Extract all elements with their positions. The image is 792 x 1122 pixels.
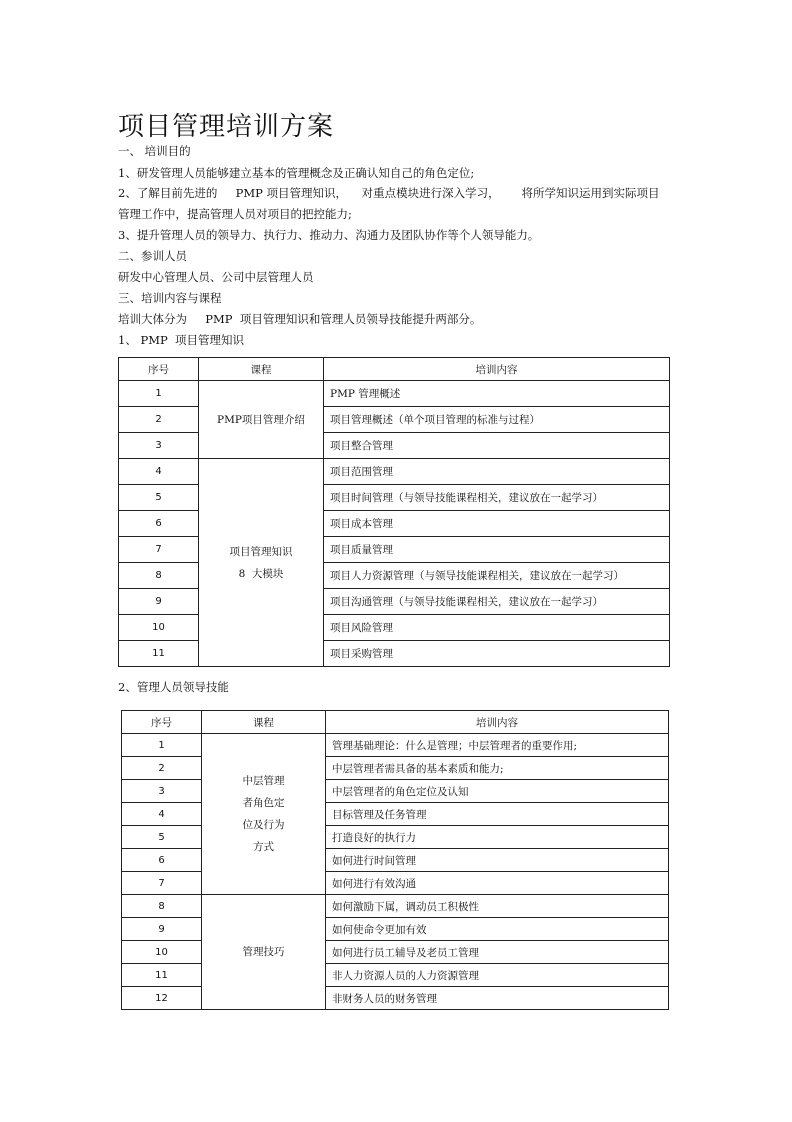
row-content: 管理基础理论：什么是管理；中层管理者的重要作用; (326, 734, 669, 757)
course-management-skills: 管理技巧 (202, 895, 326, 1010)
row-number: 1 (122, 734, 202, 757)
header-course: 课程 (199, 358, 324, 381)
purpose-item-3: 3、提升管理人员的领导力、执行力、推动力、沟通力及团队协作等个人领导能力。 (118, 228, 540, 242)
header-no: 序号 (122, 711, 202, 734)
row-content: 非财务人员的财务管理 (326, 987, 669, 1010)
row-number: 3 (122, 780, 202, 803)
row-number: 9 (122, 918, 202, 941)
row-number: 8 (122, 895, 202, 918)
course-line: 位及行为 (242, 819, 285, 831)
row-content: 项目管理概述（单个项目管理的标准与过程） (324, 407, 670, 433)
table-row (122, 734, 669, 757)
row-number: 6 (122, 849, 202, 872)
heading-pmp-knowledge: 1、 PMP 项目管理知识 (118, 333, 245, 347)
course-pmp-intro: PMP项目管理介绍 (199, 381, 324, 459)
table-header-row (122, 711, 669, 734)
row-content: 项目沟通管理（与领导技能课程相关，建议放在一起学习） (324, 589, 670, 615)
row-number: 4 (119, 459, 199, 485)
row-content: 项目整合管理 (324, 433, 670, 459)
row-number: 2 (122, 757, 202, 780)
header-content: 培训内容 (324, 358, 670, 381)
heading-participants: 二、参训人员 (118, 249, 187, 263)
row-number: 5 (122, 826, 202, 849)
row-number: 8 (119, 563, 199, 589)
row-content: 项目采购管理 (324, 641, 670, 667)
row-number: 12 (122, 987, 202, 1010)
row-content: 中层管理者需具备的基本素质和能力; (326, 757, 669, 780)
row-number: 10 (122, 941, 202, 964)
header-no: 序号 (119, 358, 199, 381)
row-content: PMP 管理概述 (324, 381, 670, 407)
row-content: 目标管理及任务管理 (326, 803, 669, 826)
leadership-course-table (121, 710, 669, 1010)
document-title: 项目管理培训方案 (118, 112, 335, 142)
heading-training-purpose: 一、 培训目的 (118, 144, 191, 158)
header-content: 培训内容 (326, 711, 669, 734)
row-number: 1 (119, 381, 199, 407)
course-middle-manager-role (202, 734, 326, 895)
table-row (119, 381, 670, 407)
row-content: 项目时间管理（与领导技能课程相关，建议放在一起学习） (324, 485, 670, 511)
course-line: 方式 (253, 841, 274, 853)
table-header-row (119, 358, 670, 381)
row-number: 7 (119, 537, 199, 563)
row-content: 项目质量管理 (324, 537, 670, 563)
row-number: 10 (119, 615, 199, 641)
row-number: 4 (122, 803, 202, 826)
heading-content-and-courses: 三、培训内容与课程 (118, 291, 222, 305)
purpose-item-1: 1、研发管理人员能够建立基本的管理概念及正确认知自己的角色定位; (118, 166, 475, 180)
row-number: 6 (119, 511, 199, 537)
course-line: 者角色定 (242, 797, 285, 809)
content-overview: 培训大体分为 PMP 项目管理知识和管理人员领导技能提升两部分。 (118, 312, 482, 326)
course-line: 项目管理知识 (229, 545, 293, 558)
row-content: 项目人力资源管理（与领导技能课程相关，建议放在一起学习） (324, 563, 670, 589)
row-content: 如何激励下属，调动员工积极性 (326, 895, 669, 918)
course-line: 8 大模块 (238, 567, 284, 580)
row-content: 如何使命令更加有效 (326, 918, 669, 941)
row-number: 3 (119, 433, 199, 459)
header-course: 课程 (202, 711, 326, 734)
row-number: 2 (119, 407, 199, 433)
row-number: 11 (122, 964, 202, 987)
row-number: 11 (119, 641, 199, 667)
purpose-item-2: 2、了解目前先进的 PMP 项目管理知识， 对重点模块进行深入学习， 将所学知识运用到实际项目 (118, 186, 660, 200)
row-content: 如何进行时间管理 (326, 849, 669, 872)
row-content: 如何进行有效沟通 (326, 872, 669, 895)
row-content: 项目风险管理 (324, 615, 670, 641)
row-content: 非人力资源人员的人力资源管理 (326, 964, 669, 987)
participants-text: 研发中心管理人员、公司中层管理人员 (118, 270, 314, 284)
row-content: 打造良好的执行力 (326, 826, 669, 849)
row-number: 9 (119, 589, 199, 615)
row-content: 项目范围管理 (324, 459, 670, 485)
table-row (122, 895, 669, 918)
course-line: 中层管理 (242, 775, 285, 787)
row-content: 项目成本管理 (324, 511, 670, 537)
row-content: 如何进行员工辅导及老员工管理 (326, 941, 669, 964)
pmp-course-table (118, 357, 670, 667)
table-row (119, 459, 670, 485)
course-pmp-8-modules (199, 459, 324, 667)
row-number: 7 (122, 872, 202, 895)
heading-leadership-skills: 2、管理人员领导技能 (118, 680, 229, 694)
row-content: 中层管理者的角色定位及认知 (326, 780, 669, 803)
row-number: 5 (119, 485, 199, 511)
purpose-item-2-continued: 管理工作中，提高管理人员对项目的把控能力; (118, 207, 352, 221)
